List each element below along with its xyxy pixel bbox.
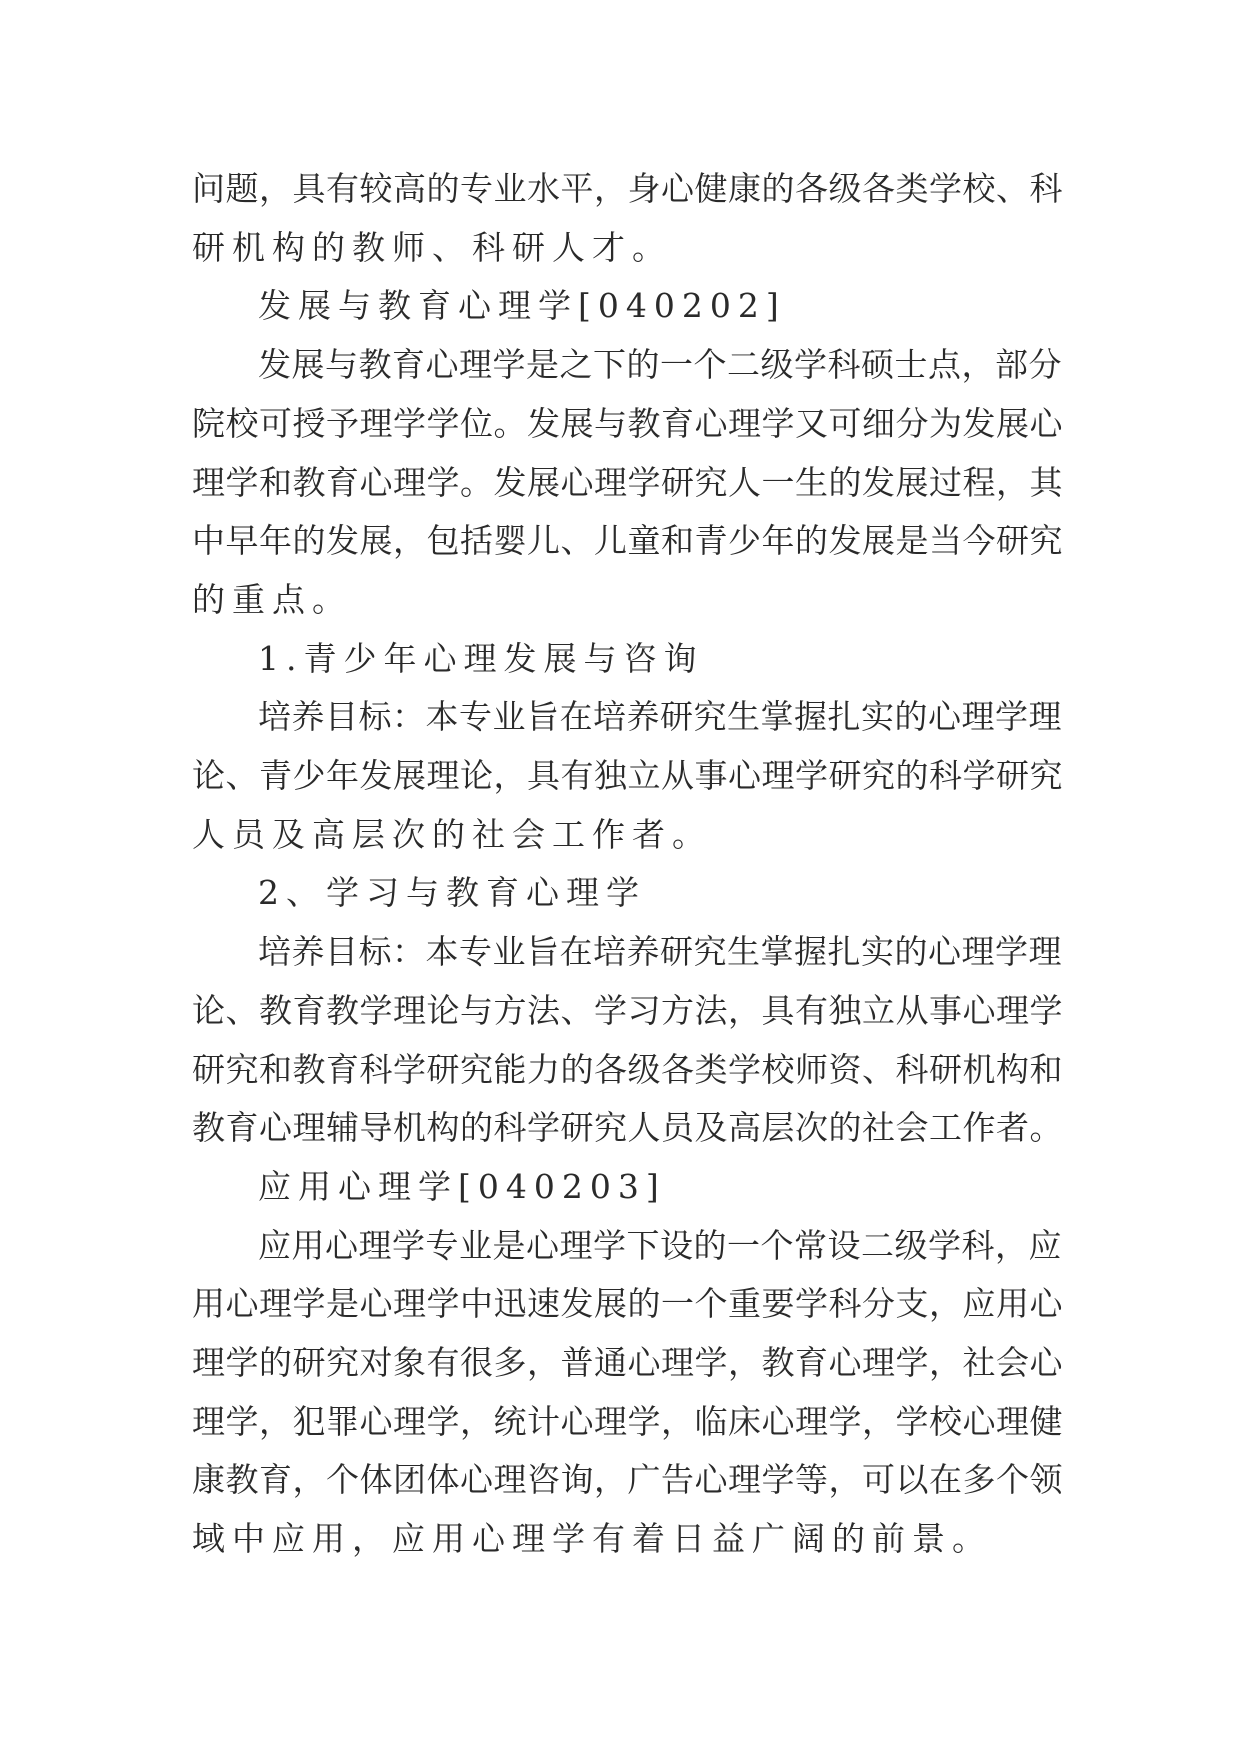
text-line: 理学，犯罪心理学，统计心理学，临床心理学，学校心理健 <box>192 1401 1063 1441</box>
text-line: 域中应用，应用心理学有着日益广阔的前景。 <box>192 1519 992 1559</box>
text-line: 应用心理学专业是心理学下设的一个常设二级学科，应 <box>258 1225 1062 1265</box>
text-line: 理学和教育心理学。发展心理学研究人一生的发展过程，其 <box>192 462 1063 502</box>
subsection-heading-youth-psychology: 1.青少年心理发展与咨询 <box>258 638 704 678</box>
text-line: 康教育，个体团体心理咨询，广告心理学等，可以在多个领 <box>192 1460 1063 1500</box>
text-line: 中早年的发展，包括婴儿、儿童和青少年的发展是当今研究 <box>192 521 1063 561</box>
section-heading-development-education-psychology: 发展与教育心理学[040202] <box>258 286 786 326</box>
text-line: 培养目标：本专业旨在培养研究生掌握扎实的心理学理 <box>258 697 1062 737</box>
text-line: 的重点。 <box>192 579 352 619</box>
text-line: 发展与教育心理学是之下的一个二级学科硕士点，部分 <box>258 345 1062 385</box>
text-line: 论、教育教学理论与方法、学习方法，具有独立从事心理学 <box>192 990 1063 1030</box>
subsection-heading-learning-education-psychology: 2、学习与教育心理学 <box>258 873 646 913</box>
text-line: 论、青少年发展理论，具有独立从事心理学研究的科学研究 <box>192 756 1063 796</box>
text-line: 用心理学是心理学中迅速发展的一个重要学科分支，应用心 <box>192 1284 1063 1324</box>
text-line: 研机构的教师、科研人才。 <box>192 227 672 267</box>
text-line: 理学的研究对象有很多，普通心理学，教育心理学，社会心 <box>192 1343 1063 1383</box>
section-heading-applied-psychology: 应用心理学[040203] <box>258 1166 666 1206</box>
text-line: 人员及高层次的社会工作者。 <box>192 814 712 854</box>
text-line: 问题，具有较高的专业水平，身心健康的各级各类学校、科 <box>192 169 1063 208</box>
text-line: 院校可授予理学学位。发展与教育心理学又可细分为发展心 <box>192 403 1063 443</box>
text-line: 教育心理辅导机构的科学研究人员及高层次的社会工作者。 <box>192 1108 1063 1148</box>
body-text <box>192 160 1072 1569</box>
text-line: 研究和教育科学研究能力的各级各类学校师资、科研机构和 <box>192 1049 1063 1089</box>
text-line: 培养目标：本专业旨在培养研究生掌握扎实的心理学理 <box>258 932 1062 972</box>
